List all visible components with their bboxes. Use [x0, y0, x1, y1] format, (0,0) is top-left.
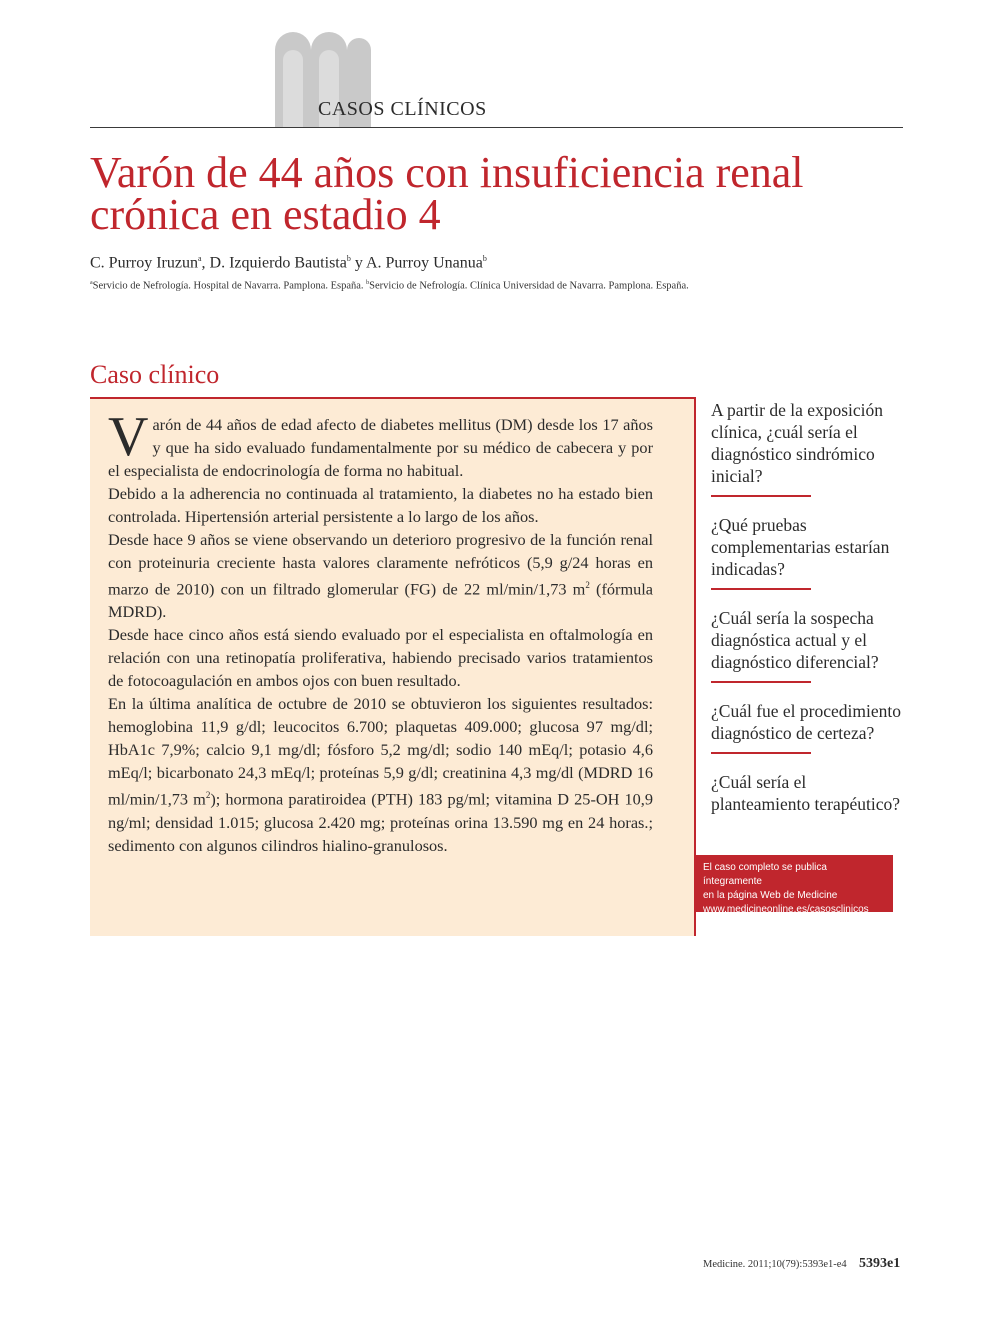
case-paragraph-2: Debido a la adherencia no continuada al tratamiento, la diabetes no ha estado bien controlada. Hipertensión arterial persistente a lo largo de los años.: [108, 484, 653, 526]
questions-sidebar: [696, 397, 912, 823]
case-paragraph-5: En la última analítica de octubre de 2010 se obtuvieron los siguientes resultados: hemoglobina 11,9 g/dl; leucocitos 6.700; plaquetas 409.000; glucosa 97 mg/dl; HbA1c 7,9%; calcio 9,1 mg/dl; fósforo 5,2 mg/dl; sodio 140 mEq/l; potasio 4,6 mEq/l; bicarbonato 24,3 mEq/l; proteínas 5,9 g/dl; creatinina 4,3 mg/dl (MDRD 16 ml/min/1,73 $m^2$); hormona paratiroidea (PTH) 183 pg/ml; vitamina D 25-OH 10,9 ng/ml; densidad 1.015; glucosa 2.420 mg; proteínas orina 13.590 mg en 24 horas.; sedimento con algunos cilindros hialino-granulosos.: [108, 694, 653, 855]
question-item: ¿Cuál sería el planteamiento terapéutico?: [711, 772, 901, 814]
footer-citation: Medicine. 2011;10(79):5393e1-e4: [703, 1259, 847, 1270]
page-number: 5393e1: [859, 1256, 901, 1271]
web-note-line: El caso completo se publica íntegramente: [703, 862, 827, 887]
question-item: A partir de la exposición clínica, ¿cuál sería el diagnóstico sindrómico inicial?: [696, 397, 912, 505]
affiliations: $^a$Servicio de Nefrología. Hospital de Navarra. Pamplona. España. $^b$Servicio de Nefrología. Clínica Universidad de Navarra. Pamplona. España.: [90, 280, 689, 292]
question-item: ¿Cuál fue el procedimiento diagnóstico de certeza?: [696, 691, 912, 762]
case-heading: Caso clínico: [90, 360, 220, 389]
case-paragraph-1: Varón de 44 años de edad afecto de diabetes mellitus (DM) desde los 17 años y que ha sido evaluado fundamentalmente por su médico de cabecera y por el especialista de endocrinología de forma no habitual.: [108, 406, 653, 480]
case-paragraph-3: Desde hace 9 años se viene observando un deterioro progresivo de la función renal con proteinuria creciente hasta valores claramente nefróticos (5,9 g/24 horas en marzo de 2010) con un filtrado glomerular (FG) de 22 ml/min/1,73 $m^2$ (fórmula MDRD).: [108, 530, 653, 622]
case-paragraph-4: Desde hace cinco años está siendo evaluado por el especialista en oftalmología en relación con una retinopatía proliferativa, habiendo precisado varios tratamientos de fotocoagulación en ambos ojos con buen resultado.: [108, 625, 653, 691]
web-note-line: en la página Web de Medicine: [703, 890, 838, 901]
authors: C. Purroy Iruzun$^a$, D. Izquierdo Bautista$^b$ y A. Purroy Unanua$^b$: [90, 254, 487, 272]
web-note-link[interactable]: www.medicineonline.es/casosclinicos: [703, 904, 869, 915]
question-item: ¿Cuál sería la sospecha diagnóstica actual y el diagnóstico diferencial?: [696, 598, 912, 691]
case-text: [108, 406, 653, 857]
header-rule: [90, 127, 903, 128]
question-item: ¿Qué pruebas complementarias estarían indicadas?: [696, 505, 912, 598]
article-title: Varón de 44 años con insuficiencia renal crónica en estadio 4: [90, 148, 804, 239]
section-label: CASOS CLÍNICOS: [318, 98, 487, 120]
web-note-box: [696, 855, 893, 915]
case-box: [90, 397, 696, 936]
drop-cap: V: [108, 406, 149, 468]
